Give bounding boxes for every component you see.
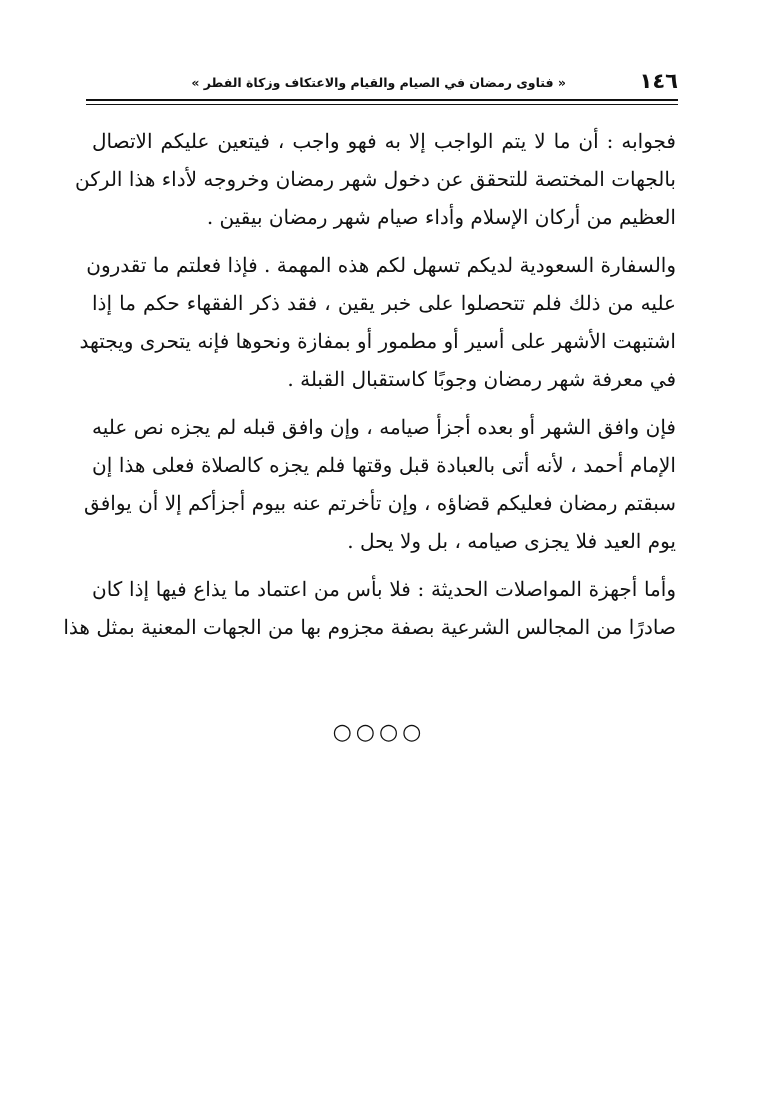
- text-line: عليه من ذلك فلم تتحصلوا على خبر يقين ، فقد ذكر الفقهاء حكم ما إذا: [92, 291, 676, 315]
- paragraph-gap: [92, 236, 676, 246]
- text-line: والسفارة السعودية لديكم تسهل لكم هذه المهمة . فإذا فعلتم ما تقدرون: [86, 253, 676, 277]
- paragraph: [84, 408, 676, 560]
- body-text: [63, 122, 676, 646]
- text-line: فجوابه : أن ما لا يتم الواجب إلا به فهو واجب ، فيتعين عليكم الاتصال: [92, 129, 676, 153]
- text-line: اشتبهت الأشهر على أسير أو مطمور أو بمفازة ونحوها فإنه يتحرى ويجتهد: [79, 329, 676, 353]
- text-line: بالجهات المختصة للتحقق عن دخول شهر رمضان وخروجه لأداء هذا الركن: [75, 167, 676, 191]
- text-line: يوم العيد فلا يجزى صيامه ، بل ولا يحل .: [347, 529, 676, 553]
- page-header: [86, 68, 678, 98]
- text-line: صادرًا من المجالس الشرعية بصفة مجزوم بها من الجهات المعنية بمثل هذا: [63, 615, 676, 639]
- text-line: العظيم من أركان الإسلام وأداء صيام شهر رمضان بيقين .: [206, 205, 676, 229]
- text-line: فإن وافق الشهر أو بعده أجزأ صيامه ، وإن وافق قبله لم يجزه نص عليه: [92, 415, 676, 439]
- text-line: في معرفة شهر رمضان وجوبًا كاستقبال القبلة .: [287, 367, 676, 391]
- header-rule-thick: [86, 99, 678, 101]
- paragraph-gap: [92, 560, 676, 570]
- running-title: « فتاوى رمضان في الصيام والقيام والاعتكاف وزكاة الفطر »: [191, 75, 566, 90]
- text-line: وأما أجهزة المواصلات الحديثة : فلا بأس من اعتماد ما يذاع فيها إذا كان: [92, 577, 676, 601]
- paragraph: [63, 570, 676, 646]
- paragraph: [75, 122, 676, 236]
- section-ornament: ○○○○: [332, 720, 426, 745]
- page-number: ١٤٦: [639, 69, 678, 93]
- text-line: الإمام أحمد ، لأنه أتى بالعبادة قبل وقتها فلم يجزه كالصلاة فعلى هذا إن: [92, 453, 676, 477]
- paragraph-gap: [92, 398, 676, 408]
- text-line: سبقتم رمضان فعليكم قضاؤه ، وإن تأخرتم عنه بيوم أجزأكم إلا أن يوافق: [84, 491, 676, 515]
- paragraph: [79, 246, 676, 398]
- header-rule-thin: [86, 104, 678, 105]
